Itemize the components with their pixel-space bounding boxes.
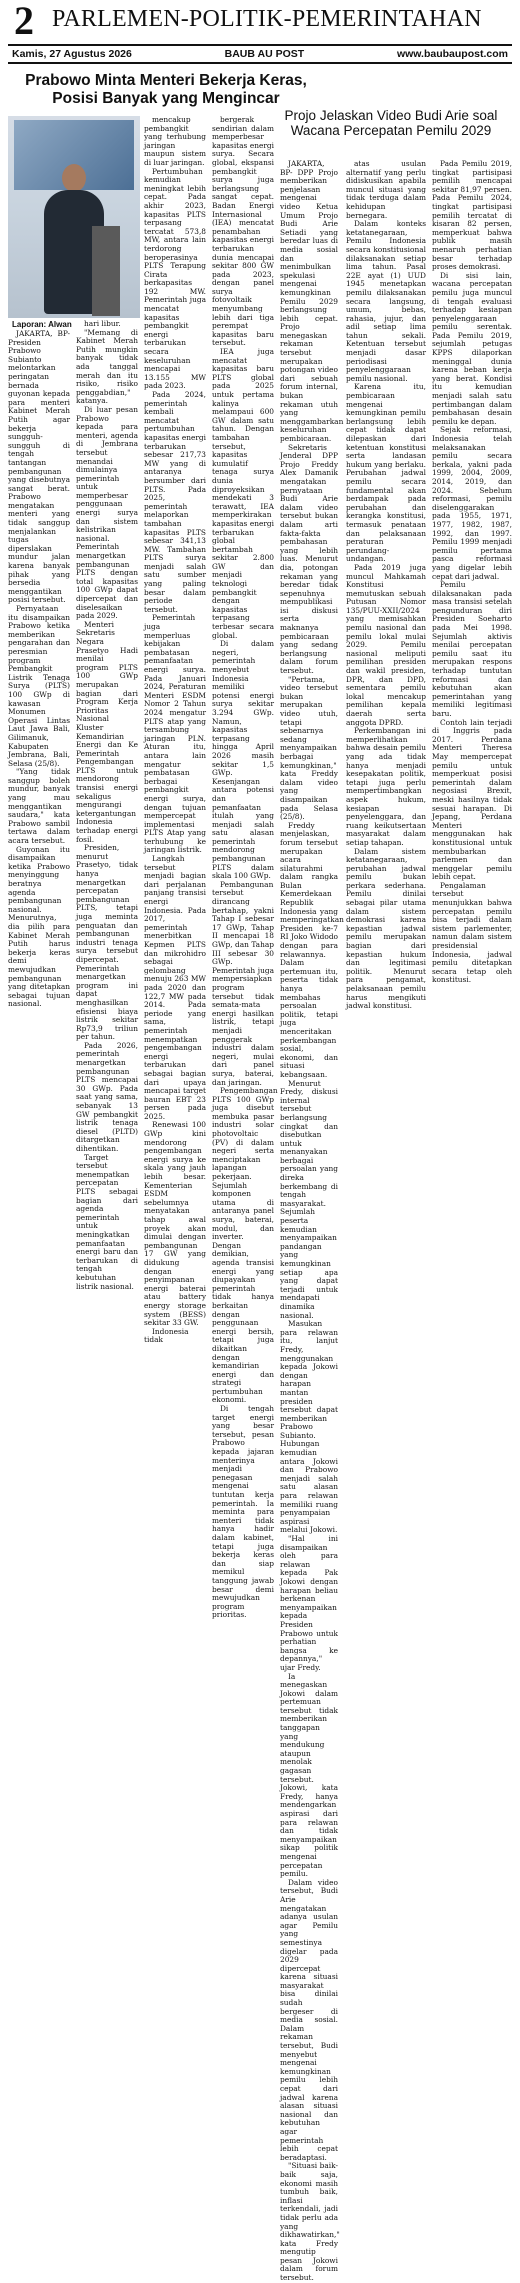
- article-column-1: [8, 329, 70, 1009]
- article-paragraph: "Hal ini disampaikan oleh para relawan kepada Pak Jokowi dengan harapan beliau berkenan menyampaikan kepada Presiden Prabowo untuk perhatian bangsa ke depannya," ujar Fredy.: [280, 1534, 338, 1672]
- page-number: 2: [14, 0, 34, 43]
- article-paragraph: Pada 2026, pemerintah menargetkan pembangunan PLTS mencapai 30 GWp. Pada saat yang sama, sebanyak 13 GW pembangkit listrik tenaga diesel (PLTD) ditargetkan dihentikan.: [76, 1040, 138, 1153]
- articles-area: [8, 72, 512, 2283]
- article-paragraph: Sejak reformasi, Indonesia telah melaksanakan pemilu secara berkala, yakni pada 1999, 2004, 2009, 2014, 2019, dan 2024. Sebelum reformasi, pemilu diselenggarakan pada 1955, 1971, 1977, 1982, 1987, 1992, dan 1997. Pemilu 1999 menjadi pemilu pertama pasca reformasi yang digelar lebih cepat dari jadwal.: [432, 425, 512, 581]
- article-paragraph: Pernyataan itu disampaikan Prabowo ketika memberikan pengarahan dan peresmian program Pembangkit Listrik Tenaga Surya (PLTS) 100 GWp di kawasan Monumen Operasi Lintas Laut Jawa Bali, Gilimanuk, Kabupaten Jembrana, Bali, Selasa (25/8).: [8, 604, 70, 768]
- article-column-6: [346, 159, 426, 1011]
- article-paragraph: Menurut Fredy, diskusi internal tersebut berlangsung cingkat dan disebutkan untuk menanyakan berbagai persoalan yang direka berkembang di tengah masyarakat. Sejumlah peserta kemudian menyampaikan pandangan yang kemungkinan setiap apa yang dapat terjadi untuk mendapati dinamika nasional.: [280, 1078, 338, 1320]
- section-rubric: PARLEMEN-POLITIK-PEMERINTAHAN: [52, 6, 482, 32]
- article-paragraph: JAKARTA, BP- Presiden Prabowo Subianto melontarkan peringatan bernada guyonan kepada para menteri Kabinet Merah Putih agar bekerja sungguh-sungguh di tengah tantangan pembangunan yang disebutnya sangat berat. Prabowo mengatakan menteri yang tidak sanggup menjalankan tugas diperslakan mundur jalan karena banyak pihak yang bersedia menggantikan posisi tersebut.: [8, 329, 70, 605]
- article-paragraph: bergerak sendirian dalam memperbesar kapasitas energi surya. Secara global, ekspansi pembangkit surya juga berlangsung sangat cepat. Badan Energi Internasional (IEA) mencatat penambahan kapasitas energi terbarukan dunia mencapai sekitar 800 GW pada 2023, dengan panel surya fotovoltaik menyumbang lebih dari tiga perempat kapasitas baru tersebut.: [212, 115, 274, 348]
- article-paragraph: Masukan para relawan itu, lanjut Fredy, menggunakan kepada Jokowi dengan harapan mantan presiden tersebut dapat memberikan Prabowo Subianto. Hubungan kemudian antara Jokowi dan Prabowo menjadi salah satu alasan para relawan memiliki ruang penyampaian aspirasi melalui Jokowi.: [280, 1319, 338, 1535]
- article-paragraph: Di dalam negeri, pemerintah menyebut Indonesia memiliki potensi energi surya sekitar 3.294 GWp. Namun, kapasitas terpasang hingga April 2026 masih sekitar 1,5 GWp. Kesenjangan antara potensi dan pemanfaatan itulah yang menjadi salah satu alasan pemerintah mendorong pembangunan PLTS dalam skala 100 GWp.: [212, 639, 274, 881]
- article-photo: [8, 116, 140, 318]
- article-column-3: [144, 115, 206, 1345]
- article-paragraph: "Pertama, video tersebut bukan merupakan video utuh, tetapi sebenarnya sedang menyampaikan berbagai kemungkinan," kata Freddy dalam video yang disampaikan pada Selasa (25/8).: [280, 674, 338, 822]
- article-paragraph: Pengalaman tersebut menunjukkan bahwa percepatan pemilu bisa terjadi dalam sistem parlementer, namun dalam sistem presidensial Indonesia, jadwal pemilu ditetapkan secara tetap oleh konstitusi.: [432, 880, 512, 985]
- article-paragraph: Freddy menjelaskan, forum tersebut merupakan acara silaturahmi dalam rangka Bulan Kemerdekaan Republik Indonesia yang memperingatkan Presiden ke-7 RI Joko Widodo dengan para relawannya. Dalam pertemuan itu, peserta tidak hanya membahas persoalan politik, tetapi juga menceritakan perkembangan sosial, ekonomi, dan situasi kebangsaan.: [280, 820, 344, 1079]
- article-paragraph: "Situasi baik-baik saja, ekonomi masih tumbuh baik, inflasi terkendali, jadi tidak perlu ada yang dikhawatirkan," kata Fredy mengutip pesan Jokowi dalam forum tersebut.: [280, 2161, 340, 2283]
- article-column-4: [212, 115, 278, 1620]
- article-paragraph: Renewasi 100 GWp kini mendorong pengembangan energi surya ke skala yang jauh lebih besar. Kementerian ESDM sebelumnya menyatakan tahap awal proyek akan dimulai dengan pembangunan 17 GW yang didukung dengan penyimpanan energi baterai atau battery energy storage system (BESS) sekitar 33 GW.: [144, 1120, 206, 1328]
- article-paragraph: Pertumbuhan kemudian meningkat lebih cepat. Pada akhir 2023, kapasitas PLTS terpasang tercatat 573,8 MW, antara lain terdorong beroperasinya PLTS Terapung Cirata berkapasitas 192 MW. Pemerintah juga mencatat kapasitas pembangkit energi terbarukan secara keseluruhan mencapai 13.155 MW pada 2023.: [144, 166, 206, 391]
- article-paragraph: Ia menegaskan Jokowi dalam pertemuan tersebut tidak memberikan tanggapan yang mendukung ataupun menolak gagasan tersebut. Jokowi, kata Fredy, hanya mendengarkan aspirasi dari para relawan dan tidak menyampaikan sikap politik mengenai percepatan pemilu.: [280, 1671, 338, 1879]
- article-paragraph: IEA juga mencatat kapasitas baru PLTS global pada 2025 untuk pertama kalinya melampaui 600 GW dalam satu tahun. Dengan tambahan tersebut, kapasitas kumulatif tenaga surya dunia diproyeksikan mendekati 3 terawatt, IEA memperkirakan kapasitas energi terbarukan global bertambah sekitar 2.800 GW dan menjadi teknologi pembangkit dengan kapasitas terpasang terbesar secara global.: [212, 347, 274, 640]
- publication-name: BAUB AU POST: [224, 48, 305, 60]
- article-column-2: [76, 319, 138, 1291]
- photo-caption: Laporan: Alwan: [12, 320, 72, 329]
- article-paragraph: hari libur.: [84, 319, 121, 328]
- article-paragraph: Guyonan itu disampaikan ketika Prabowo menyinggung beratnya agenda pembangunan nasional. Menurutnya, dia pilih para Kabinet Merah Putih harus bekerja keras demi mewujudkan pembangunan yang ditetapkan sebagai tujuan nasional.: [8, 844, 70, 1009]
- dateline-strip: [8, 44, 512, 64]
- article-column-7: [432, 159, 512, 985]
- article-paragraph: Sekretaris Jenderal DPP Projo Freddy Alex Damanik mengatakan pernyataan Budi Arie dalam video tersebut bukan dalam arti fakta-fakta pembahasan yang lebih luas. Menurut dia, potongan rekaman yang beredar tidak sepenuhnya mempublikasi isi diskusi serta maknanya pembicaraan yang sedang berlangsung dalam forum tersebut.: [280, 442, 338, 676]
- article-paragraph: Di tengah target energi yang besar tersebut, pesan Prabowo kepada jajaran menterinya menjadi penegasan mengenai tuntutan kerja pemerintah. Ia meminta para menteri tidak hanya hadir dalam kabinet, tetapi juga bekerja keras dan siap memikul tanggung jawab besar demi mewujudkan program prioritas.: [212, 1404, 274, 1620]
- article-paragraph: Menteri Sekretaris Negara Prasetyo Hadi menilai program PLTS 100 GWp merupakan bagian dari Program Kerja Prioritas Nasional Kluster Kemandirian Energi dan Ke Pemerintah Pengembangan PLTS untuk mendorong transisi energi sekaligus mengurangi ketergantungan Indonesia terhadap energi fosil.: [76, 619, 138, 844]
- article-paragraph: Contoh lain terjadi di Inggris pada 2017. Perdana Menteri Theresa May mempercepat pemilu untuk memperkuat posisi pemerintah dalam negosiasi Brexit, meski hasilnya tidak sesuai harapan. Di Jepang, Perdana Menteri menggunakan hak konstitusional untuk membubarkan parlemen dan menggelar pemilu lebih cepat.: [432, 717, 512, 882]
- article-paragraph: Pada 2024, pemerintah kembali mencatat pertumbuhan kapasitas energi terbarukan sebesar 217,73 MW yang di antaranya bersumber dari PLTS. Pada 2025, pemerintah melaporkan tambahan kapasitas PLTS sebesar 341,13 MW. Tambahan PLTS surya menjadi salah satu sumber yang paling besar dalam periode tersebut.: [144, 390, 206, 614]
- article-paragraph: Pemilu dilaksanakan pada masa transisi setelah pengunduran diri Presiden Soeharto pada Mei 1998. Sejumlah aktivis menilai percepatan pemilu saat itu merupakan respons terhadap tuntutan reformasi dan kebutuhan akan pemerintahan yang memiliki legitimasi baru.: [432, 580, 512, 718]
- article-paragraph: mencakup pembangkit yang terhubung jaringan maupun sistem di luar jaringan.: [144, 115, 206, 167]
- article-paragraph: JAKARTA, BP- DPP Projo memberikan penjelasan mengenai video Ketua Umum Projo Budi Arie Setiadi yang beredar luas di media sosial dan menimbulkan spekulasi mengenai kemungkinan Pemilu 2029 berlangsung lebih cepat. Projo menegaskan rekaman tersebut merupakan potongan video dari sebuah forum internal, bukan rekaman utuh yang menggambarkan keseluruhan pembicaraan.: [280, 159, 344, 443]
- article-paragraph: Dalam sistem ketatanegaraan, perubahan jadwal pemilu bukan perkara sederhana. Pemilu dinilai sebagai pilar utama dalam sistem demokrasi karena kepastian jadwal pemilu merupakan bagian dari kepastian hukum dan legitimasi politik. Menurut para pengamat, pelaksanaan pemilu harus mengikuti jadwal konstitusi.: [346, 846, 426, 1011]
- article-paragraph: Karena itu, pembicaraan mengenai kemungkinan pemilu berlangsung lebih cepat tidak dapat dilepaskan dari ketentuan konstitusi serta landasan hukum yang berlaku. Perubahan jadwal pemilu secara fundamental akan berdampak pada perubahan dan kerangka konstitusi, termasuk penataan dan pelaksanaan peraturan perundang-undangan.: [346, 382, 426, 564]
- article-paragraph: Di sisi lain, wacana percepatan pemilu juga muncul di tengah evaluasi terhadap kesiapan penyelenggaraan pemilu serentak. Pada Pemilu 2019, sejumlah petugas KPPS dilaporkan meninggal dunia karena beban kerja yang berat. Kondisi itu kemudian menjadi salah satu pertimbangan dalam pembahasan desain pemilu ke depan.: [432, 270, 512, 426]
- article-paragraph: Pemerintah juga memperluas kebijakan pembatasan pemanfaatan energi surya. Pada Januari 2024, Peraturan Menteri ESDM Nomor 2 Tahun 2024 mengatur PLTS atap yang tersambung jaringan PLN. Aturan itu, antara lain mengatur pembatasan berbagai pembangkit energi surya, dengan tujuan mempercepat implementasi PLTS Atap yang terhubung ke jaringan listrik.: [144, 613, 206, 855]
- article-paragraph: Dalam konteks ketatanegaraan, Pemilu Indonesia secara konstitusional dilaksanakan setiap lima tahun. Pasal 22E ayat (1) UUD 1945 menetapkan pemilu dilaksanakan secara langsung, umum, bebas, rahasia, jujur, dan adil setiap lima tahun sekali. Ketentuan tersebut menjadi dasar periodisasi penyelenggaraan pemilu nasional.: [346, 219, 426, 383]
- article-paragraph: Pada Pemilu 2019, tingkat partisipasi pemilih mencapai sekitar 81,97 persen. Pada Pemilu 2024, tingkat partisipasi pemilih tercatat di kisaran 82 persen, memperkuat bahwa publik masih menaruh perhatian besar terhadap proses demokrasi.: [432, 159, 512, 272]
- article-paragraph: atas usulan alternatif yang perlu didiskusikan apabila muncul situasi yang tidak terduga dalam kehidupan bernegara.: [346, 159, 426, 220]
- article-paragraph: Di luar pesan Prabowo kepada para menteri, agenda di Jembrana tersebut menandai dimulainya pemerintah untuk memperbesar penggunaan energi surya dan sistem kelistrikan nasional. Pemerintah menargetkan pembangunan PLTS dengan total kapasitas 100 GWp dapat dipercepat dan diselesaikan pada 2029.: [76, 404, 138, 621]
- article-paragraph: "Yang tidak sanggup boleh mundur, banyak yang mau menggantikan saudara," kata Prabowo sambil tertawa dalam acara tersebut.: [8, 767, 70, 846]
- article-paragraph: Pada 2019 juga muncul Mahkamah Konstitusi memutuskan sebuah Putusan Nomor 135/PUU-XXII/2024 yang memisahkan pemilu nasional dan pemilu lokal mulai 2029. Pemilu nasional meliputi pemilihan presiden dan wakil presiden, DPR, dan DPD, sementara pemilu lokal mencakup pemilihan kepala daerah serta anggota DPRD.: [346, 562, 426, 727]
- article-paragraph: Indonesia tidak: [144, 1326, 189, 1345]
- article-paragraph: Target tersebut menempatkan percepatan PLTS sebagai bagian dari agenda pemerintah untuk meningkatkan pemanfaatan energi baru dan terbarukan di tengah kebutuhan listrik nasional.: [76, 1152, 138, 1291]
- article-paragraph: Dalam video tersebut, Budi Arie mengatakan adanya usulan agar Pemilu yang semestinya digelar pada 2029 dipercepat karena situasi masyarakat bisa dinilai sudah bergeser di media sosial. Dalam rekaman tersebut, Budi menyebut mengenai kemungkinan pemilu lebih cepat dari jadwal karena alasan situasi nasional dan kebutuhan agar pemerintah lebih cepat beradaptasi.: [280, 1877, 338, 2162]
- article-paragraph: "Memang di Kabinet Merah Putih mungkin banyak tidak ada tanggal merah dan itu risiko, risiko penggabdian," katanya.: [76, 327, 138, 406]
- article-paragraph: Pembangunan tersebut dirancang bertahap, yakni Tahap I sebesar 17 GWp, Tahap II mencapai 18 GWp, dan Tahap III sebesar 30 GWp. Pemerintah juga mempersiapkan program tersebut tidak semata-mata energi hasilkan listrik, tetapi menjadi penggerak industri dalam negeri, mulai dari panel surya, baterai, dan jaringan.: [212, 879, 274, 1087]
- article-column-5: [280, 159, 344, 2283]
- article-headline: Prabowo Minta Menteri Bekerja Keras, Posisi Banyak yang Mengincar: [25, 72, 307, 107]
- article-headline-projo: Projo Jelaskan Video Budi Arie soal Wacana Percepatan Pemilu 2029: [284, 108, 498, 138]
- website-link[interactable]: www.baubaupost.com: [396, 48, 508, 60]
- article-paragraph: Pengembangan PLTS 100 GWp juga disebut membuka pasar industri solar photovoltaic (PV) di dalam negeri serta menciptakan lapangan pekerjaan. Sejumlah komponen utama di antaranya panel surya, baterai, modul, dan inverter. Dengan demikian, agenda transisi energi yang diupayakan pemerintah tidak hanya berkaitan dengan penggunaan energi bersih, tetapi juga dikaitkan dengan kemandirian energi dan strategi pertumbuhan ekonomi.: [212, 1086, 278, 1405]
- issue-date: Kamis, 27 Agustus 2026: [12, 48, 132, 60]
- article-paragraph: Perkembangan ini memperlihatkan bahwa desain pemilu yang ada tidak hanya menjadi kesepakatan politik, tetapi juga perlu mempertimbangkan aspek hukum, kesiapan penyelenggara, dan ruang keikutsertaan masyarakat dalam setiap tahapan.: [346, 726, 426, 847]
- article-paragraph: Presiden, menurut Prasetyo, tidak hanya menargetkan percepatan pembangunan PLTS, tetapi juga meminta penguatan dan pembangunan industri tenaga surya tersebut dipercepat. Pemerintah menargetkan program ini dapat menghasilkan efisiensi biaya listrik sekitar Rp73,9 triliun per tahun.: [76, 843, 138, 1042]
- podium: [92, 226, 120, 316]
- page-header: [8, 0, 512, 42]
- article-paragraph: Langkah tersebut menjadi bagian dari perjalanan panjang transisi energi Indonesia. Pada 2017, pemerintah menerbitkan Kepmen PLTS dan mikrohidro sebagai gelombang menuju 263 MW pada 2020 dan 122,7 MW pada 2014. Pada periode yang sama, pemerintah menempatkan pengembangan energi terbarukan sebagai bagian dari upaya mencapai target bauran EBT 23 persen pada 2025.: [144, 854, 206, 1121]
